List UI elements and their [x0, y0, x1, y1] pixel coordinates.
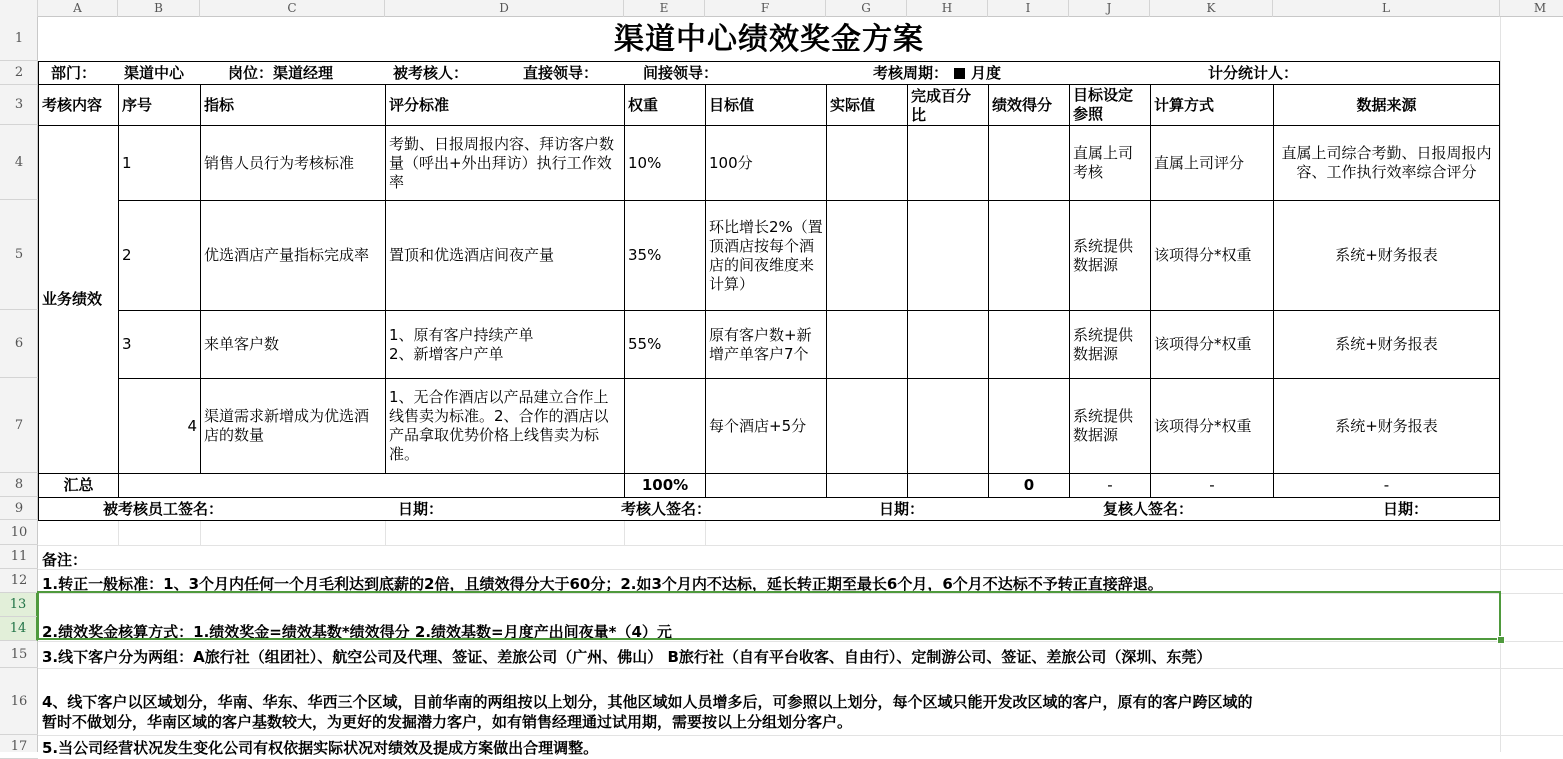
employee-signature-label[interactable]: 被考核员工签名： — [103, 499, 224, 518]
summary-score[interactable]: 0 — [988, 473, 1070, 498]
header-no[interactable]: 序号 — [118, 84, 201, 126]
select-all-corner[interactable] — [0, 0, 38, 17]
reviewer-signature-label[interactable]: 复核人签名： — [1103, 499, 1194, 518]
row-header-15[interactable]: 15 — [0, 641, 38, 668]
row-header-5[interactable]: 5 — [0, 200, 38, 310]
header-calc[interactable]: 计算方式 — [1150, 84, 1274, 126]
period-label: 考核周期： — [873, 63, 949, 82]
item-source[interactable]: 系统+财务报表 — [1273, 200, 1500, 311]
summary-completion[interactable] — [907, 473, 989, 498]
checkbox-square-icon — [954, 68, 965, 79]
item-calc[interactable]: 该项得分*权重 — [1150, 310, 1274, 379]
item-weight[interactable]: 55% — [624, 310, 706, 379]
item-score[interactable] — [988, 200, 1070, 311]
notes-label[interactable]: 备注： — [42, 551, 88, 569]
summary-actual[interactable] — [826, 473, 908, 498]
item-weight[interactable]: 35% — [624, 200, 706, 311]
summary-reference[interactable]: - — [1069, 473, 1151, 498]
category-cell[interactable]: 业务绩效 — [38, 125, 119, 474]
item-criteria[interactable]: 置顶和优选酒店间夜产量 — [385, 200, 625, 311]
item-metric[interactable]: 来单客户数 — [200, 310, 386, 379]
date-label-1[interactable]: 日期： — [398, 499, 444, 518]
sheet-title[interactable]: 渠道中心绩效奖金方案 — [614, 21, 924, 57]
row-header-14[interactable]: 14 — [0, 617, 38, 641]
item-score[interactable] — [988, 378, 1070, 474]
dept-value[interactable]: 渠道中心 — [124, 63, 185, 82]
item-criteria[interactable]: 1、原有客户持续产单 2、新增客户产单 — [385, 310, 625, 379]
item-no[interactable]: 2 — [118, 200, 201, 311]
date-label-2[interactable]: 日期： — [879, 499, 925, 518]
item-source[interactable]: 系统+财务报表 — [1273, 310, 1500, 379]
fill-handle[interactable] — [1497, 636, 1505, 644]
gridline — [624, 520, 625, 545]
item-actual[interactable] — [826, 200, 908, 311]
col-header-L[interactable]: L — [1273, 0, 1500, 17]
item-score[interactable] — [988, 310, 1070, 379]
row-header-8[interactable]: 8 — [0, 473, 38, 497]
row-header-6[interactable]: 6 — [0, 310, 38, 378]
item-target[interactable]: 每个酒店+5分 — [705, 378, 827, 474]
row-header-1[interactable]: 1 — [0, 17, 38, 61]
row-header-4[interactable]: 4 — [0, 125, 38, 200]
post-label[interactable]: 岗位：渠道经理 — [228, 63, 334, 82]
gridline — [38, 569, 1563, 570]
row-header-7[interactable]: 7 — [0, 378, 38, 473]
item-completion[interactable] — [907, 125, 989, 201]
summary-empty[interactable] — [118, 473, 625, 498]
header-metric[interactable]: 指标 — [200, 84, 386, 126]
period-value: 月度 — [971, 63, 1002, 82]
col-header-I[interactable]: I — [988, 0, 1069, 17]
gridline — [38, 668, 1563, 669]
gridline — [38, 735, 1563, 736]
indirect-leader-label[interactable]: 间接领导： — [643, 63, 719, 82]
summary-source[interactable]: - — [1273, 473, 1500, 498]
item-score[interactable] — [988, 125, 1070, 201]
summary-weight[interactable]: 100% — [624, 473, 706, 498]
item-no[interactable]: 4 — [118, 378, 201, 474]
item-criteria[interactable]: 1、无合作酒店以产品建立合作上线售卖为标准。2、合作的酒店以产品拿取优势价格上线售卖为标准。 — [385, 378, 625, 474]
item-completion[interactable] — [907, 378, 989, 474]
note-3[interactable]: 3.线下客户分为两组：A旅行社（组团社）、航空公司及代理、签证、差旅公司（广州、佛山） B旅行社（自有平台收客、自由行）、定制游公司、签证、差旅公司（深圳、东莞） — [42, 648, 1212, 666]
row-header-2[interactable]: 2 — [0, 61, 38, 85]
gridline — [705, 520, 706, 545]
row-header-12[interactable]: 12 — [0, 569, 38, 593]
note-4-line-2[interactable]: 暂时不做划分，华南区域的客户基数较大，为更好的发掘潜力客户，如有销售经理通过试用期，需要按以上分组划分客户。 — [42, 713, 853, 731]
direct-leader-label[interactable]: 直接领导： — [523, 63, 599, 82]
item-calc[interactable]: 该项得分*权重 — [1150, 200, 1274, 311]
note-4-line-1[interactable]: 4、线下客户以区域划分，华南、华东、华西三个区域，目前华南的两组按以上划分，其他区域如人员增多后，可参照以上划分，每个区域只能开发改区域的客户，原有的客户跨区域的 — [42, 693, 1253, 711]
cell-selection-box[interactable] — [37, 591, 1501, 640]
col-header-D[interactable]: D — [385, 0, 624, 17]
assessee-label[interactable]: 被考核人： — [393, 63, 469, 82]
gridline — [38, 545, 1563, 546]
row-header-11[interactable]: 11 — [0, 545, 38, 569]
header-target[interactable]: 目标值 — [705, 84, 827, 126]
col-header-F[interactable]: F — [705, 0, 826, 17]
header-category[interactable]: 考核内容 — [38, 84, 119, 126]
row-header-9[interactable]: 9 — [0, 497, 38, 520]
assessor-signature-label[interactable]: 考核人签名： — [621, 499, 712, 518]
item-reference[interactable]: 系统提供数据源 — [1069, 310, 1151, 379]
item-reference[interactable]: 系统提供数据源 — [1069, 378, 1151, 474]
item-no[interactable]: 1 — [118, 125, 201, 201]
col-header-A[interactable]: A — [38, 0, 118, 17]
item-source[interactable]: 直属上司综合考勤、日报周报内容、工作执行效率综合评分 — [1273, 125, 1500, 201]
gridline — [200, 520, 201, 545]
header-source[interactable]: 数据来源 — [1273, 84, 1500, 126]
item-criteria[interactable]: 考勤、日报周报内容、拜访客户数量（呼出+外出拜访）执行工作效率 — [385, 125, 625, 201]
summary-target[interactable] — [705, 473, 827, 498]
item-weight[interactable] — [624, 378, 706, 474]
row-header-17[interactable]: 17 — [0, 735, 38, 759]
item-metric[interactable]: 优选酒店产量指标完成率 — [200, 200, 386, 311]
dept-label[interactable]: 部门： — [51, 63, 97, 82]
item-calc[interactable]: 直属上司评分 — [1150, 125, 1274, 201]
col-header-M[interactable]: M — [1533, 1, 1547, 15]
col-header-E[interactable]: E — [624, 0, 705, 17]
item-weight[interactable]: 10% — [624, 125, 706, 201]
item-actual[interactable] — [826, 125, 908, 201]
col-header-B[interactable]: B — [118, 0, 200, 17]
item-reference[interactable]: 系统提供数据源 — [1069, 200, 1151, 311]
summary-label[interactable]: 汇总 — [38, 473, 119, 498]
note-5[interactable]: 5.当公司经营状况发生变化公司有权依据实际状况对绩效及提成方案做出合理调整。 — [42, 739, 599, 757]
col-header-K[interactable]: K — [1150, 0, 1273, 17]
col-header-G[interactable]: G — [826, 0, 907, 17]
note-1[interactable]: 1.转正一般标准：1、3个月内任何一个月毛利达到底薪的2倍，且绩效得分大于60分；2.如3个月内不达标，延长转正期至最长6个月，6个月不达标不予转正直接辞退。 — [42, 575, 1163, 593]
date-label-3[interactable]: 日期： — [1383, 499, 1429, 518]
item-source[interactable]: 系统+财务报表 — [1273, 378, 1500, 474]
item-target[interactable]: 原有客户数+新增产单客户7个 — [705, 310, 827, 379]
col-header-C[interactable]: C — [200, 0, 385, 17]
item-calc[interactable]: 该项得分*权重 — [1150, 378, 1274, 474]
row-header-10[interactable]: 10 — [0, 520, 38, 545]
header-criteria[interactable]: 评分标准 — [385, 84, 625, 126]
summary-calc[interactable]: - — [1150, 473, 1274, 498]
item-reference[interactable]: 直属上司考核 — [1069, 125, 1151, 201]
row-header-3[interactable]: 3 — [0, 85, 38, 125]
header-reference[interactable]: 目标设定参照 — [1069, 84, 1151, 126]
item-metric[interactable]: 销售人员行为考核标准 — [200, 125, 386, 201]
header-score[interactable]: 绩效得分 — [988, 84, 1070, 126]
item-target[interactable]: 环比增长2%（置顶酒店按每个酒店的间夜维度来计算） — [705, 200, 827, 311]
item-completion[interactable] — [907, 310, 989, 379]
item-target[interactable]: 100分 — [705, 125, 827, 201]
gridline — [118, 520, 119, 545]
gridline — [385, 520, 386, 545]
scorer-label[interactable]: 计分统计人： — [1208, 63, 1299, 82]
period-field[interactable] — [870, 62, 1070, 84]
row-header-16[interactable]: 16 — [0, 668, 38, 735]
col-header-J[interactable]: J — [1069, 0, 1150, 17]
item-completion[interactable] — [907, 200, 989, 311]
item-actual[interactable] — [826, 310, 908, 379]
header-completion[interactable]: 完成百分比 — [907, 84, 989, 126]
header-weight[interactable]: 权重 — [624, 84, 706, 126]
note-2[interactable]: 2.绩效奖金核算方式：1.绩效奖金=绩效基数*绩效得分 2.绩效基数=月度产出间夜量*（4）元 — [42, 623, 672, 641]
col-header-H[interactable]: H — [907, 0, 988, 17]
item-actual[interactable] — [826, 378, 908, 474]
row-header-13[interactable]: 13 — [0, 593, 38, 617]
item-metric[interactable]: 渠道需求新增成为优选酒店的数量 — [200, 378, 386, 474]
header-actual[interactable]: 实际值 — [826, 84, 908, 126]
item-no[interactable]: 3 — [118, 310, 201, 379]
